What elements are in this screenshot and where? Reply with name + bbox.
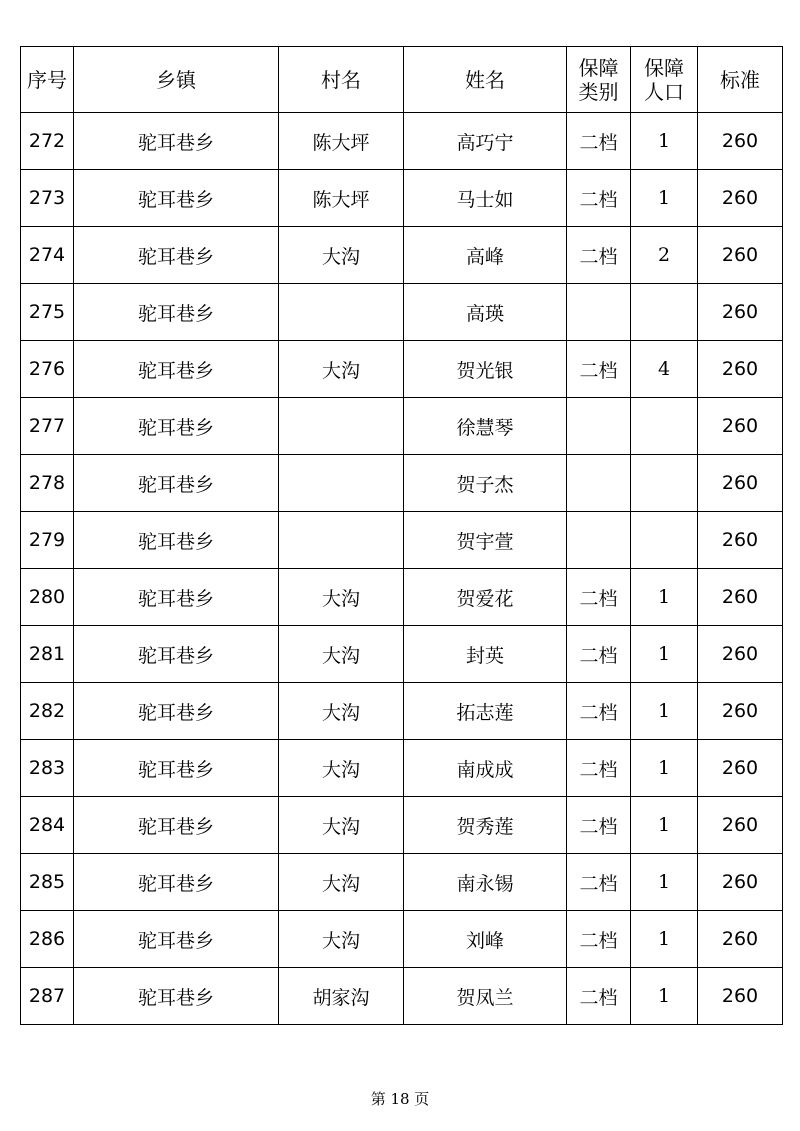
- cell-town: 驼耳巷乡: [74, 113, 279, 170]
- cell-seq: 281: [21, 626, 74, 683]
- cell-standard: 260: [698, 227, 783, 284]
- cell-seq: 285: [21, 854, 74, 911]
- column-header-text: 人口: [644, 79, 684, 104]
- cell-town: 驼耳巷乡: [74, 398, 279, 455]
- cell-people: 1: [631, 626, 698, 683]
- cell-people: 1: [631, 569, 698, 626]
- cell-standard: 260: [698, 341, 783, 398]
- cell-people: 4: [631, 341, 698, 398]
- cell-seq: 282: [21, 683, 74, 740]
- roster-table: [20, 46, 783, 1025]
- cell-seq: 278: [21, 455, 74, 512]
- column-header-text: 标准: [720, 67, 760, 92]
- cell-category: 二档: [567, 569, 631, 626]
- cell-village: 大沟: [279, 227, 404, 284]
- cell-people: 1: [631, 854, 698, 911]
- cell-seq: 280: [21, 569, 74, 626]
- cell-name: 马士如: [404, 170, 567, 227]
- cell-village: [279, 284, 404, 341]
- cell-village: 大沟: [279, 797, 404, 854]
- cell-town: 驼耳巷乡: [74, 569, 279, 626]
- table-row: [21, 797, 783, 854]
- cell-standard: 260: [698, 170, 783, 227]
- column-header-people: [631, 47, 698, 113]
- cell-village: [279, 455, 404, 512]
- cell-name: 拓志莲: [404, 683, 567, 740]
- cell-village: 大沟: [279, 569, 404, 626]
- cell-village: 大沟: [279, 341, 404, 398]
- cell-standard: 260: [698, 113, 783, 170]
- cell-village: 陈大坪: [279, 170, 404, 227]
- cell-village: 大沟: [279, 626, 404, 683]
- cell-village: 大沟: [279, 854, 404, 911]
- table-row: [21, 455, 783, 512]
- table-header: [21, 47, 783, 113]
- table-row: [21, 968, 783, 1025]
- table-row: [21, 227, 783, 284]
- cell-people: 2: [631, 227, 698, 284]
- cell-name: 南成成: [404, 740, 567, 797]
- cell-seq: 272: [21, 113, 74, 170]
- cell-standard: 260: [698, 797, 783, 854]
- cell-category: [567, 284, 631, 341]
- cell-town: 驼耳巷乡: [74, 626, 279, 683]
- cell-seq: 287: [21, 968, 74, 1025]
- cell-category: [567, 398, 631, 455]
- cell-category: 二档: [567, 683, 631, 740]
- cell-standard: 260: [698, 683, 783, 740]
- cell-standard: 260: [698, 854, 783, 911]
- cell-village: 大沟: [279, 683, 404, 740]
- column-header-text: 村名: [321, 67, 361, 92]
- cell-seq: 283: [21, 740, 74, 797]
- cell-name: 贺光银: [404, 341, 567, 398]
- cell-category: 二档: [567, 854, 631, 911]
- cell-seq: 273: [21, 170, 74, 227]
- table-row: [21, 284, 783, 341]
- header-row: [21, 47, 783, 113]
- cell-people: [631, 512, 698, 569]
- cell-seq: 284: [21, 797, 74, 854]
- cell-standard: 260: [698, 569, 783, 626]
- cell-name: 贺凤兰: [404, 968, 567, 1025]
- cell-people: 1: [631, 113, 698, 170]
- cell-people: 1: [631, 170, 698, 227]
- cell-name: 贺秀莲: [404, 797, 567, 854]
- cell-category: 二档: [567, 227, 631, 284]
- column-header-name: [404, 47, 567, 113]
- cell-people: 1: [631, 683, 698, 740]
- column-header-town: [74, 47, 279, 113]
- cell-seq: 279: [21, 512, 74, 569]
- cell-standard: 260: [698, 284, 783, 341]
- cell-seq: 275: [21, 284, 74, 341]
- cell-seq: 276: [21, 341, 74, 398]
- cell-people: 1: [631, 797, 698, 854]
- cell-people: 1: [631, 911, 698, 968]
- cell-standard: 260: [698, 512, 783, 569]
- cell-town: 驼耳巷乡: [74, 227, 279, 284]
- cell-seq: 274: [21, 227, 74, 284]
- table-row: [21, 626, 783, 683]
- table-row: [21, 854, 783, 911]
- cell-people: [631, 398, 698, 455]
- cell-town: 驼耳巷乡: [74, 455, 279, 512]
- cell-name: 南永锡: [404, 854, 567, 911]
- column-header-village: [279, 47, 404, 113]
- cell-name: 贺爱花: [404, 569, 567, 626]
- cell-category: 二档: [567, 740, 631, 797]
- cell-standard: 260: [698, 911, 783, 968]
- cell-seq: 277: [21, 398, 74, 455]
- cell-town: 驼耳巷乡: [74, 683, 279, 740]
- cell-name: 刘峰: [404, 911, 567, 968]
- cell-town: 驼耳巷乡: [74, 854, 279, 911]
- cell-village: 陈大坪: [279, 113, 404, 170]
- cell-name: 贺宇萱: [404, 512, 567, 569]
- cell-town: 驼耳巷乡: [74, 740, 279, 797]
- table-row: [21, 398, 783, 455]
- cell-village: [279, 512, 404, 569]
- cell-category: [567, 455, 631, 512]
- cell-category: 二档: [567, 626, 631, 683]
- cell-standard: 260: [698, 968, 783, 1025]
- table-row: [21, 170, 783, 227]
- cell-village: 胡家沟: [279, 968, 404, 1025]
- cell-seq: 286: [21, 911, 74, 968]
- column-header-text: 保障: [578, 55, 619, 80]
- cell-standard: 260: [698, 740, 783, 797]
- cell-town: 驼耳巷乡: [74, 170, 279, 227]
- table-row: [21, 512, 783, 569]
- column-header-category: [567, 47, 631, 113]
- cell-name: 高瑛: [404, 284, 567, 341]
- column-header-text: 类别: [578, 79, 619, 104]
- cell-standard: 260: [698, 398, 783, 455]
- cell-people: 1: [631, 968, 698, 1025]
- cell-people: [631, 455, 698, 512]
- page-number: 第 18 页: [370, 1090, 430, 1108]
- cell-village: 大沟: [279, 740, 404, 797]
- cell-town: 驼耳巷乡: [74, 797, 279, 854]
- cell-village: 大沟: [279, 911, 404, 968]
- cell-town: 驼耳巷乡: [74, 341, 279, 398]
- column-header-text: 姓名: [465, 67, 505, 92]
- column-header-text: 乡镇: [156, 67, 196, 92]
- cell-standard: 260: [698, 455, 783, 512]
- table-row: [21, 569, 783, 626]
- column-header-seq: [21, 47, 74, 113]
- table-row: [21, 113, 783, 170]
- cell-name: 高峰: [404, 227, 567, 284]
- cell-town: 驼耳巷乡: [74, 284, 279, 341]
- cell-category: 二档: [567, 170, 631, 227]
- table-row: [21, 341, 783, 398]
- cell-category: [567, 512, 631, 569]
- cell-category: 二档: [567, 911, 631, 968]
- cell-category: 二档: [567, 797, 631, 854]
- table-row: [21, 911, 783, 968]
- table-body: [21, 113, 783, 1025]
- table-row: [21, 740, 783, 797]
- column-header-text: 序号: [27, 67, 67, 92]
- cell-name: 高巧宁: [404, 113, 567, 170]
- cell-people: [631, 284, 698, 341]
- cell-people: 1: [631, 740, 698, 797]
- cell-category: 二档: [567, 341, 631, 398]
- cell-standard: 260: [698, 626, 783, 683]
- cell-town: 驼耳巷乡: [74, 968, 279, 1025]
- table-row: [21, 683, 783, 740]
- cell-category: 二档: [567, 968, 631, 1025]
- cell-village: [279, 398, 404, 455]
- cell-category: 二档: [567, 113, 631, 170]
- cell-town: 驼耳巷乡: [74, 911, 279, 968]
- column-header-standard: [698, 47, 783, 113]
- column-header-text: 保障: [644, 55, 684, 80]
- cell-town: 驼耳巷乡: [74, 512, 279, 569]
- cell-name: 贺子杰: [404, 455, 567, 512]
- cell-name: 封英: [404, 626, 567, 683]
- cell-name: 徐慧琴: [404, 398, 567, 455]
